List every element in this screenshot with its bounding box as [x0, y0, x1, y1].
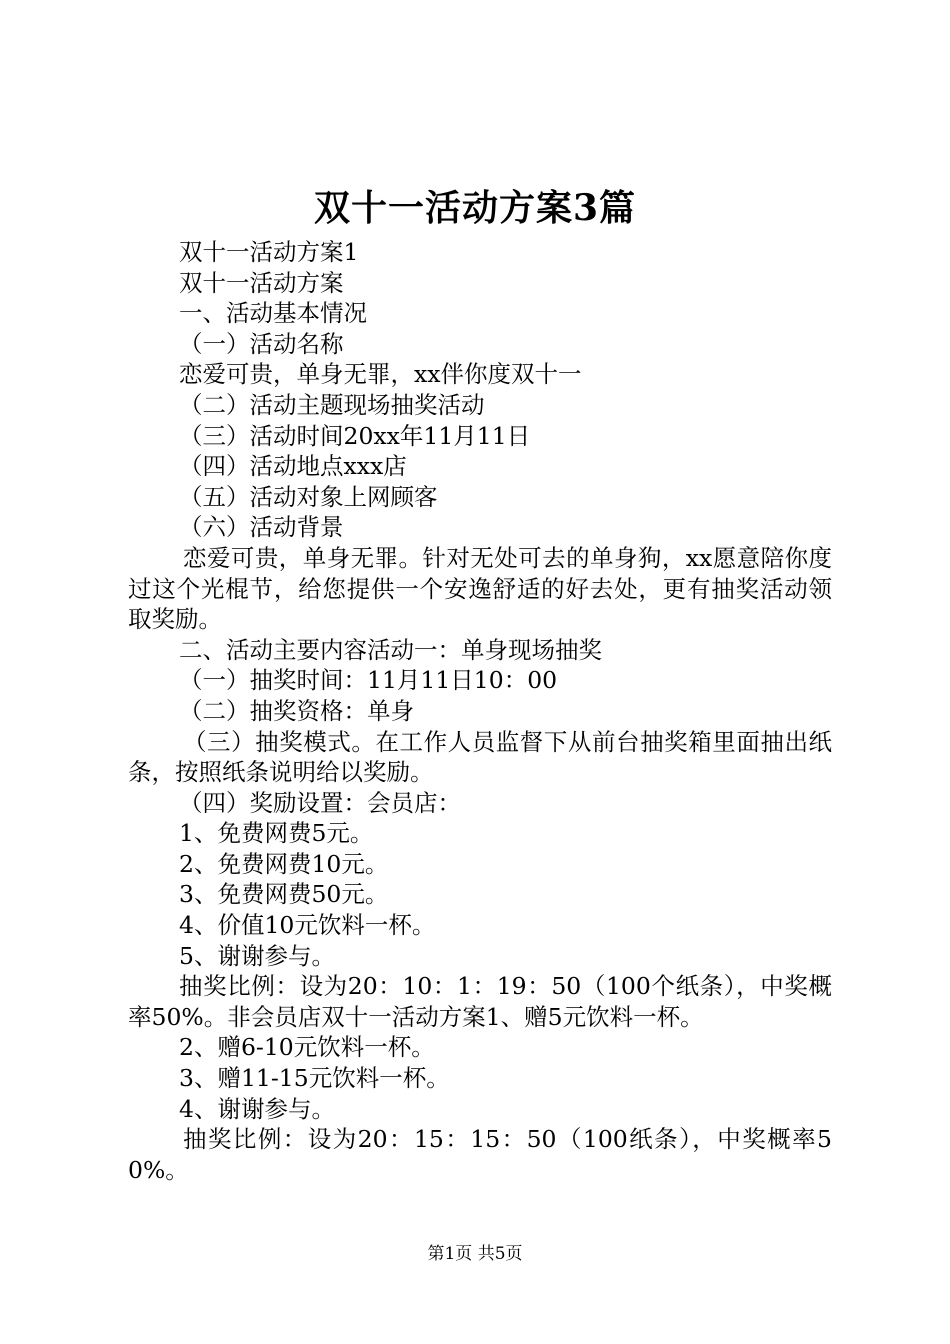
paragraph: （一）抽奖时间：11月11日10：00	[179, 666, 558, 695]
document-body	[128, 237, 832, 1185]
paragraph: 二、活动主要内容活动一：单身现场抽奖	[179, 635, 602, 664]
list-item: 2、赠6-10元饮料一杯。	[179, 1033, 435, 1062]
paragraph: （一）活动名称	[179, 329, 344, 358]
paragraph: （四）活动地点xxx店	[179, 452, 407, 481]
paragraph: （三）抽奖模式。在工作人员监督下从前台抽奖箱里面抽出纸条，按照纸条说明给以奖励。	[128, 727, 832, 787]
list-item: 2、免费网费10元。	[179, 849, 389, 878]
paragraph: （四）奖励设置：会员店：	[179, 788, 461, 817]
list-item: 1、免费网费5元。	[179, 819, 374, 848]
paragraph: 恋爱可贵，单身无罪，xx伴你度双十一	[179, 360, 582, 389]
paragraph: 一、活动基本情况	[179, 299, 367, 328]
paragraph: （三）活动时间20xx年11月11日	[179, 421, 531, 450]
paragraph: （六）活动背景	[179, 513, 344, 542]
paragraph: 恋爱可贵，单身无罪。针对无处可去的单身狗，xx愿意陪你度过这个光棍节，给您提供一个安逸舒适的好去处，更有抽奖活动领取奖励。	[128, 543, 832, 634]
paragraph: （二）活动主题现场抽奖活动	[179, 390, 485, 419]
paragraph: 抽奖比例：设为20：15：15：50（100纸条），中奖概率50%。	[128, 1125, 832, 1184]
paragraph: （五）活动对象上网顾客	[179, 482, 438, 511]
paragraph: （二）抽奖资格：单身	[179, 696, 414, 725]
list-item: 5、谢谢参与。	[179, 941, 335, 970]
list-item: 4、谢谢参与。	[179, 1094, 335, 1123]
paragraph: 抽奖比例：设为20：10：1：19：50（100个纸条），中奖概率50%。非会员店双十一活动方案1、赠5元饮料一杯。	[128, 972, 832, 1031]
paragraph: 双十一活动方案1	[179, 238, 359, 266]
document-title: 双十一活动方案3篇	[313, 187, 637, 229]
list-item: 3、赠11-15元饮料一杯。	[179, 1064, 450, 1093]
paragraph: 双十一活动方案	[179, 268, 344, 297]
page-footer: 第1页 共5页	[427, 1244, 523, 1264]
list-item: 3、免费网费50元。	[179, 880, 389, 909]
list-item: 4、价值10元饮料一杯。	[179, 911, 436, 940]
